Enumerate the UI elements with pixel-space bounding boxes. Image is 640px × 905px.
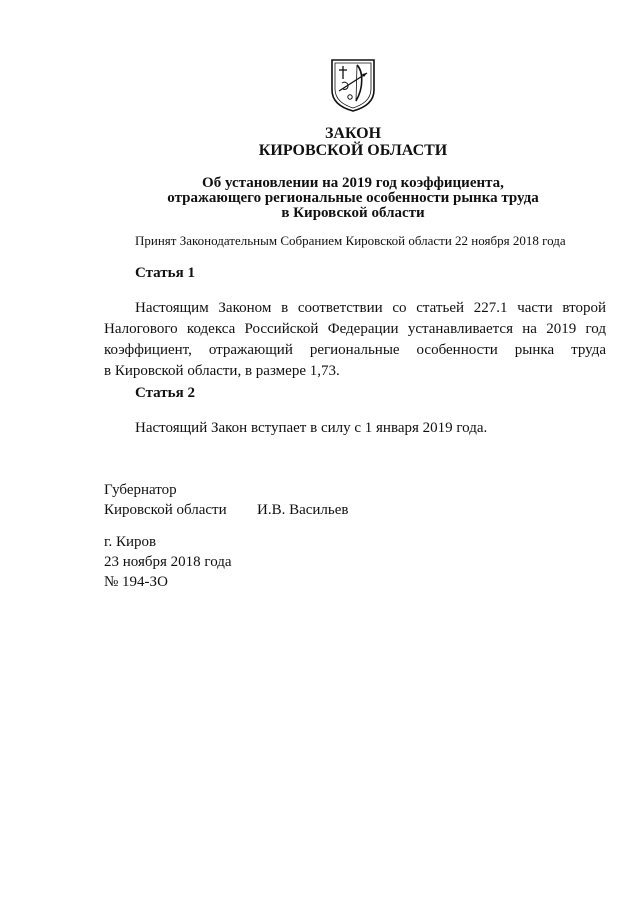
article-1-heading: Статья 1 [135,265,195,281]
article-2-heading: Статья 2 [135,385,195,401]
signatory-name: И.В. Васильев [257,502,349,518]
paragraph-line: Настоящим Законом в соответствии со статьей 227.1 части второй [135,300,606,316]
law-number: № 194-ЗО [104,574,168,590]
paragraph-line: в Кировской области, в размере 1,73. [104,363,340,379]
law-region: КИРОВСКОЙ ОБЛАСТИ [258,142,448,159]
article-2-text [104,418,606,439]
subject-line: отражающего региональные особенности рынка труда [167,190,539,206]
adoption-note: Принят Законодательным Собранием Кировской области 22 ноября 2018 года [135,233,566,248]
signatory-position: Губернатор [104,482,177,498]
law-subject [0,176,640,221]
law-title: ЗАКОН [324,125,382,142]
subject-line: в Кировской области [281,205,425,221]
paragraph-line: коэффициент, отражающий региональные особенности рынка труда [104,342,606,358]
signing-place: г. Киров [104,534,157,550]
signatory-region: Кировской области [104,502,227,518]
coat-of-arms-icon [329,57,377,113]
paragraph-line: Налогового кодекса Российской Федерации устанавливается на 2019 год [104,321,606,337]
signing-date: 23 ноября 2018 года [104,554,232,570]
paragraph-line: Настоящий Закон вступает в силу с 1 января 2019 года. [135,420,488,436]
subject-line: Об установлении на 2019 год коэффициента, [202,175,504,191]
article-1-text [104,298,606,382]
